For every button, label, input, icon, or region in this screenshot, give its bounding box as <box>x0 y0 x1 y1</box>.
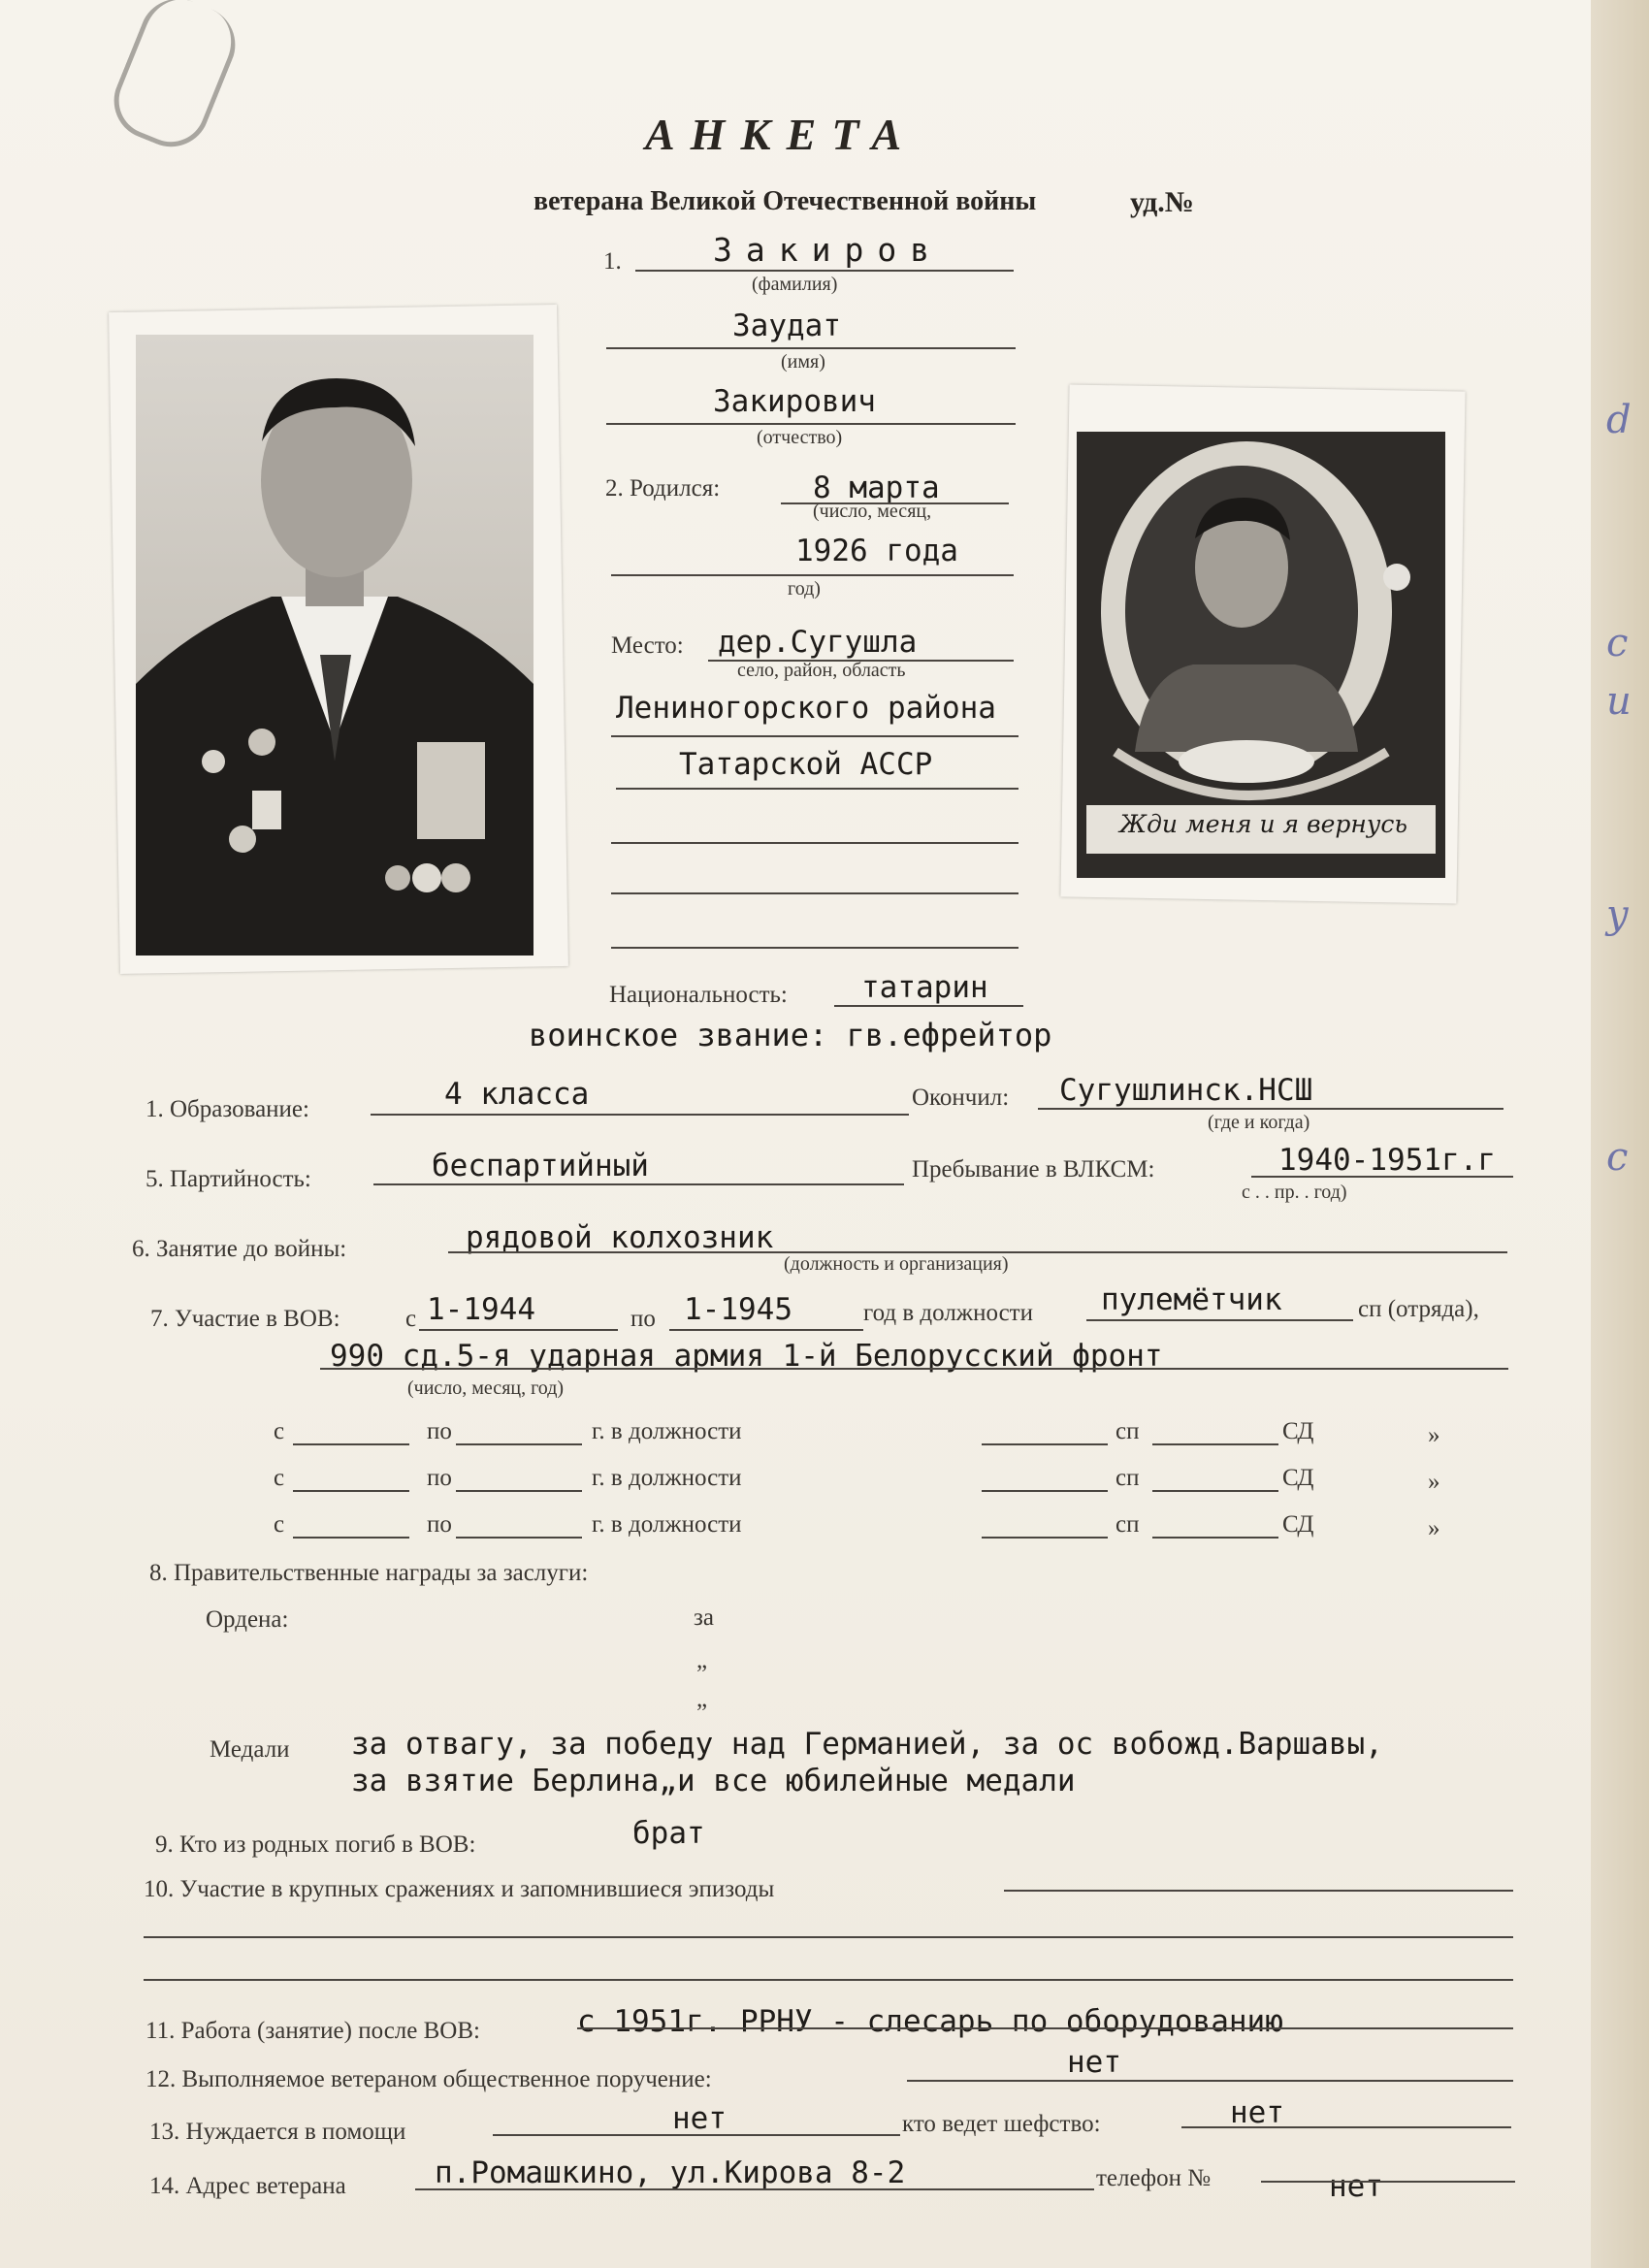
service-row-from-label: с <box>274 1418 285 1444</box>
service-caption: (число, месяц, год) <box>407 1377 565 1399</box>
vlksm-value: 1940-1951г.г <box>1278 1143 1496 1178</box>
service-row-sp-label: сп <box>1116 1465 1140 1491</box>
prewar-label: 6. Занятие до войны: <box>132 1236 347 1262</box>
vlksm-line <box>1251 1176 1513 1178</box>
orders-label: Ордена: <box>206 1606 289 1633</box>
service-to-value: 1-1945 <box>684 1292 792 1327</box>
phone-value: нет <box>1329 2169 1383 2204</box>
service-row-line <box>1152 1443 1278 1445</box>
phone-label: телефон № <box>1096 2165 1212 2191</box>
margin-handwriting: и <box>1606 679 1632 724</box>
phone-line <box>1261 2181 1515 2183</box>
birth-place-value: дер.Сугушла <box>718 625 918 660</box>
party-line <box>373 1183 904 1185</box>
military-rank: воинское звание: гв.ефрейтор <box>529 1017 1052 1053</box>
public-duty-value: нет <box>1067 2045 1121 2080</box>
service-row-to-label: по <box>427 1465 452 1491</box>
service-row-sd-label: СД <box>1282 1511 1314 1538</box>
blank-line <box>611 892 1018 894</box>
service-unit-value: 990 сд.5-я ударная армия 1-й Белорусский фронт <box>330 1339 1163 1374</box>
service-row-line <box>293 1443 409 1445</box>
birth-year-value: 1926 года <box>795 534 958 568</box>
soldier-portrait-photo <box>1077 432 1445 878</box>
birth-day-month-value: 8 марта <box>813 470 940 505</box>
needs-help-line <box>493 2134 900 2136</box>
blank-line <box>611 947 1018 949</box>
service-row-line <box>456 1443 582 1445</box>
surname-caption: (фамилия) <box>752 274 838 295</box>
finished-line <box>1038 1108 1504 1110</box>
patronymic-caption: (отчество) <box>757 427 843 448</box>
service-row-sp-label: сп <box>1116 1418 1140 1444</box>
prewar-caption: (должность и организация) <box>784 1253 1009 1275</box>
service-row-to-label: по <box>427 1511 452 1538</box>
party-value: беспартийный <box>432 1149 649 1183</box>
service-label: 7. Участие в ВОВ: <box>150 1306 340 1332</box>
form-subtitle: ветерана Великой Отечественной войны <box>534 186 1037 216</box>
service-row-position-label: г. в должности <box>592 1418 742 1444</box>
service-from-line <box>419 1329 618 1331</box>
service-row-line <box>982 1490 1108 1492</box>
relatives-label: 9. Кто из родных погиб в ВОВ: <box>155 1831 476 1858</box>
adjacent-sheet-edge <box>1591 0 1649 2268</box>
nationality-line <box>834 1005 1023 1007</box>
service-position-value: пулемётчик <box>1101 1282 1282 1317</box>
patron-line <box>1181 2126 1511 2128</box>
service-from-prefix: с <box>405 1306 417 1332</box>
surname-value: Закиров <box>713 231 944 269</box>
birth-district-line <box>611 735 1018 737</box>
service-row-line <box>293 1490 409 1492</box>
birth-day-caption: (число, месяц, <box>813 501 932 522</box>
postwar-value: с 1951г. РРНУ - слесарь по оборудованию <box>577 2004 1283 2039</box>
finished-caption: (где и когда) <box>1208 1112 1310 1133</box>
surname-line <box>635 270 1014 272</box>
vlksm-caption: с . . пр. . год) <box>1242 1182 1347 1203</box>
birth-region-line <box>616 788 1018 790</box>
birth-place-caption: село, район, область <box>737 660 906 681</box>
service-row-line <box>456 1490 582 1492</box>
needs-help-value: нет <box>672 2101 727 2136</box>
soldier-photo-caption: Жди меня и я вернусь <box>1119 810 1407 838</box>
patron-label: кто ведет шефство: <box>902 2111 1101 2137</box>
service-position-label: год в должности <box>863 1300 1033 1326</box>
patron-value: нет <box>1230 2095 1284 2130</box>
patronymic-line <box>606 423 1016 425</box>
blank-line <box>611 842 1018 844</box>
finished-label: Окончил: <box>912 1085 1010 1111</box>
battles-label: 10. Участие в крупных сражениях и запомнившиеся эпизоды <box>144 1876 775 1902</box>
birth-year-caption: год) <box>788 578 821 599</box>
service-row-line <box>293 1537 409 1539</box>
address-line <box>415 2188 1094 2190</box>
service-row-sd-label: СД <box>1282 1418 1314 1444</box>
first-name-line <box>606 347 1016 349</box>
service-row-position-label: г. в должности <box>592 1511 742 1538</box>
battles-blank-line <box>144 1936 1513 1938</box>
prewar-value: рядовой колхозник <box>466 1220 774 1255</box>
medals-label: Медали <box>210 1736 290 1763</box>
margin-handwriting: d <box>1606 398 1632 442</box>
vlksm-label: Пребывание в ВЛКСМ: <box>912 1156 1155 1183</box>
service-row-to-label: по <box>427 1418 452 1444</box>
service-row-from-label: с <box>274 1511 285 1538</box>
id-number-label: уд.№ <box>1130 186 1194 218</box>
service-unit-line <box>320 1368 1508 1370</box>
place-label: Место: <box>611 632 684 659</box>
public-duty-label: 12. Выполняемое ветераном общественное поручение: <box>146 2066 712 2092</box>
awards-label: 8. Правительственные награды за заслуги: <box>149 1560 589 1586</box>
first-name-value: Заудат <box>732 308 841 343</box>
born-label: 2. Родился: <box>605 475 721 502</box>
service-unit-label: сп (отряда), <box>1358 1296 1479 1322</box>
service-to-line <box>669 1329 863 1331</box>
battles-line <box>1004 1890 1513 1892</box>
service-row-line <box>1152 1490 1278 1492</box>
nationality-label: Национальность: <box>609 982 788 1008</box>
service-row-sp-label: сп <box>1116 1511 1140 1538</box>
finished-value: Сугушлинск.НСШ <box>1059 1073 1313 1108</box>
service-from-value: 1-1944 <box>427 1292 535 1327</box>
orders-za: за <box>694 1604 714 1631</box>
birth-region-value: Татарской АССР <box>679 747 933 782</box>
service-position-line <box>1086 1319 1353 1321</box>
margin-handwriting: с <box>1606 1135 1629 1180</box>
service-row-line <box>982 1537 1108 1539</box>
battles-blank-line <box>144 1979 1513 1981</box>
nationality-value: татарин <box>861 970 988 1005</box>
birth-district-value: Лениногорского района <box>616 691 996 726</box>
postwar-line <box>577 2027 1513 2029</box>
service-row-end-mark: » <box>1428 1515 1440 1541</box>
medals-line-2: за взятие Берлина„и все юбилейные медали <box>351 1764 1076 1798</box>
education-label: 1. Образование: <box>146 1096 309 1122</box>
margin-handwriting: с <box>1606 621 1629 665</box>
patronymic-value: Закирович <box>713 384 876 419</box>
birth-year-line <box>611 574 1014 576</box>
service-row-end-mark: » <box>1428 1422 1440 1448</box>
education-line <box>371 1114 909 1116</box>
public-duty-line <box>907 2080 1513 2082</box>
orders-ditto: „ <box>696 1647 708 1673</box>
orders-ditto: „ <box>696 1686 708 1712</box>
margin-handwriting: у <box>1606 892 1630 937</box>
relatives-value: брат <box>632 1816 705 1851</box>
service-row-position-label: г. в должности <box>592 1465 742 1491</box>
service-row-end-mark: » <box>1428 1469 1440 1495</box>
postwar-label: 11. Работа (занятие) после ВОВ: <box>146 2018 480 2044</box>
service-row-line <box>982 1443 1108 1445</box>
service-row-from-label: с <box>274 1465 285 1491</box>
service-to-label: по <box>630 1306 656 1332</box>
service-row-line <box>1152 1537 1278 1539</box>
service-row-line <box>456 1537 582 1539</box>
medals-line-1: за отвагу, за победу над Германией, за ос вобожд.Варшавы, <box>351 1727 1383 1762</box>
address-label: 14. Адрес ветерана <box>149 2173 346 2199</box>
veteran-portrait-photo <box>136 335 534 956</box>
party-label: 5. Партийность: <box>146 1166 311 1192</box>
form-title: АНКЕТА <box>645 110 918 159</box>
education-value: 4 класса <box>444 1077 590 1112</box>
needs-help-label: 13. Нуждается в помощи <box>149 2119 406 2145</box>
first-name-caption: (имя) <box>781 351 825 373</box>
name-item-number: 1. <box>603 248 622 275</box>
service-row-sd-label: СД <box>1282 1465 1314 1491</box>
address-value: п.Ромашкино, ул.Кирова 8-2 <box>435 2155 906 2190</box>
